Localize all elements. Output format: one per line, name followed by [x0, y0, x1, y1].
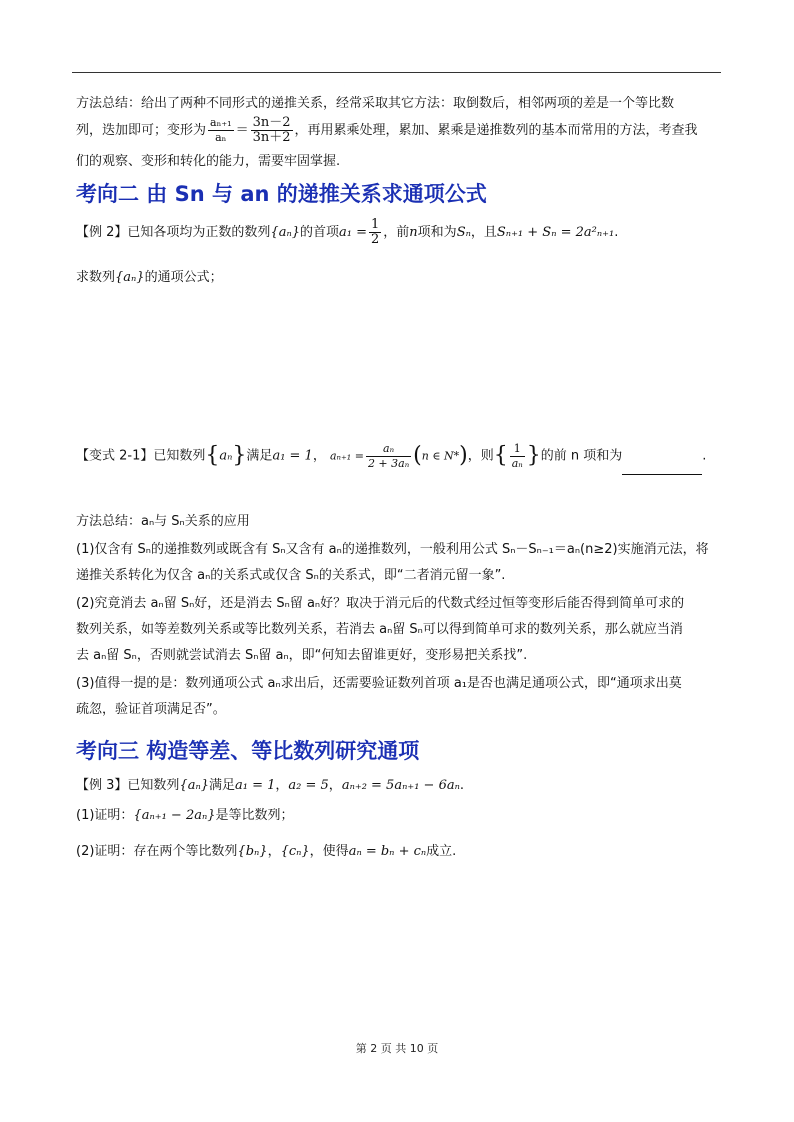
brace: {: [493, 443, 508, 468]
math-sn: Sₙ: [456, 225, 471, 240]
summary2-p3-l2: 疏忽，验证首项满足否”。: [76, 702, 226, 717]
math-equation: Sₙ₊₁ + Sₙ = 2a²ₙ₊₁: [496, 225, 615, 240]
fraction-numerator: aₙ: [366, 442, 411, 457]
example3-q2: [76, 842, 456, 862]
example-text: .: [614, 225, 619, 240]
question-text: 是等比数列；: [215, 808, 294, 823]
summary1-line1: [76, 94, 674, 114]
example-label: 【例 3】: [76, 778, 128, 793]
example2-question: [76, 268, 223, 288]
example-text: .: [459, 778, 465, 793]
brace: {: [205, 443, 220, 468]
section-heading-2: 考向二 由 Sn 与 an 的递推关系求通项公式: [76, 182, 487, 206]
fraction-an1-an: [208, 116, 234, 145]
math-recurrence: aₙ₊₂ = 5aₙ₊₁ − 6aₙ: [341, 778, 460, 793]
variant-text: 的前 n 项和为: [540, 448, 623, 464]
fraction-recurrence: [366, 442, 411, 471]
fraction-numerator: aₙ₊₁: [210, 116, 232, 129]
example-text: 项和为: [417, 225, 457, 240]
summary2-p1-l2: 递推关系转化为仅含 aₙ的关系式或仅含 Sₙ的关系式，即“二者消元留一象”.: [76, 568, 506, 583]
math-condition: n ∈ N*: [421, 449, 460, 463]
summary2-p1-l1: (1)仅含有 Sₙ的递推数列或既含有 Sₙ又含有 aₙ的递推数列，一般利用公式 Sₙ－Sₙ₋₁＝aₙ(n≥2)实施消元法，将: [76, 542, 709, 557]
answer-blank[interactable]: [622, 460, 702, 475]
math-seq: {aₙ₊₁ − 2aₙ}: [133, 808, 216, 823]
summary1-text: 列，迭加即可；变形为: [76, 123, 207, 138]
example-text: ，前: [383, 225, 410, 240]
example3-line: [76, 776, 464, 796]
paren: ): [459, 443, 468, 468]
summary1-line3: [76, 152, 340, 172]
question-text: ，: [267, 844, 281, 859]
fraction-denominator: 3n＋2: [252, 130, 291, 145]
math-n: n: [409, 225, 418, 240]
summary2-p2-l2: 数列关系，如等差数列关系或等比数列关系，若消去 aₙ留 Sₙ可以得到简单可求的数列关系，那么就应当消: [76, 622, 683, 637]
summary2-p3-l1: (3)值得一提的是：数列通项公式 aₙ求出后，还需要验证数列首项 a₁是否也满足通项公式，即“通项求出莫: [76, 676, 682, 691]
header-rule: [72, 72, 721, 73]
brace: }: [232, 443, 247, 468]
variant-text: 满足: [246, 448, 273, 464]
question-text: (2)证明：存在两个等比数列: [76, 844, 238, 859]
example-text: 满足: [208, 778, 235, 793]
variant21-line: [76, 438, 706, 475]
math-seq-b: {bₙ}: [237, 844, 268, 859]
fraction-half: [369, 218, 381, 247]
math-seq: aₙ: [219, 448, 233, 464]
math-a2: a₂ = 5: [288, 778, 329, 793]
example-text: 已知数列: [127, 778, 180, 793]
math-seq-c: {cₙ}: [280, 844, 310, 859]
example-text: ，: [275, 778, 289, 793]
section-heading-3: 考向三 构造等差、等比数列研究通项: [76, 739, 420, 763]
paren: (: [413, 443, 422, 468]
fraction-denominator: 2 + 3aₙ: [367, 456, 410, 470]
fraction-3n: [251, 116, 293, 145]
math-a1: a₁ = 1: [272, 448, 313, 464]
variant-text: .: [702, 448, 707, 464]
math-a1: a₁ = 1: [235, 778, 276, 793]
summary1-text: 们的观察、变形和转化的能力，需要牢固掌握.: [76, 154, 341, 169]
example3-q1: [76, 806, 294, 826]
variant-text: ，: [312, 448, 326, 464]
variant-text: 已知数列: [153, 448, 206, 464]
math-lhs: aₙ₊₁ =: [329, 449, 364, 463]
fraction-denominator: aₙ: [215, 131, 227, 144]
example2-line: [76, 218, 618, 248]
math-seq: {aₙ}: [179, 778, 209, 793]
example-text: 的首项: [299, 225, 339, 240]
question-text: (1)证明：: [76, 808, 134, 823]
summary2-title: 方法总结：aₙ与 Sₙ关系的应用: [76, 514, 250, 529]
fraction-reciprocal: [510, 442, 525, 471]
math-seq: {aₙ}: [115, 270, 145, 285]
question-text: 求数列: [76, 270, 116, 285]
math-seq: {aₙ}: [270, 225, 300, 240]
example-text: 已知各项均为正数的数列: [127, 225, 271, 240]
example-label: 【例 2】: [76, 225, 128, 240]
question-text: ，使得: [309, 844, 349, 859]
fraction-numerator: 3n－2: [252, 115, 291, 130]
summary1-line2: [76, 116, 698, 146]
example-text: ，且: [470, 225, 497, 240]
summary1-text: 方法总结：给出了两种不同形式的递推关系，经常采取其它方法：取倒数后，相邻两项的差是一个等比数: [76, 96, 675, 111]
example-text: ，: [328, 778, 342, 793]
fraction-denominator: aₙ: [511, 456, 523, 470]
equals-sign: ＝: [235, 123, 249, 138]
summary2-p2-l1: (2)究竟消去 aₙ留 Sₙ好，还是消去 Sₙ留 aₙ好？取决于消元后的代数式经过恒等变形后能否得到简单可求的: [76, 596, 685, 611]
question-text: 成立.: [426, 844, 457, 859]
variant-text: ，则: [467, 448, 494, 464]
math-equation: aₙ = bₙ + cₙ: [348, 844, 427, 859]
fraction-denominator: 2: [371, 232, 380, 247]
math-a1: a₁ =: [339, 225, 367, 240]
variant-label: 【变式 2-1】: [76, 448, 154, 464]
summary1-text: ，再用累乘处理，累加、累乘是递推数列的基本而常用的方法，考查我: [294, 123, 698, 138]
fraction-numerator: 1: [371, 217, 380, 232]
question-text: 的通项公式；: [144, 270, 223, 285]
page-footer: 第 2 页 共 10 页: [355, 1042, 439, 1055]
brace: }: [526, 443, 541, 468]
summary2-p2-l3: 去 aₙ留 Sₙ，否则就尝试消去 Sₙ留 aₙ，即“何知去留谁更好，变形易把关系找”.: [76, 648, 528, 663]
fraction-numerator: 1: [510, 442, 525, 457]
